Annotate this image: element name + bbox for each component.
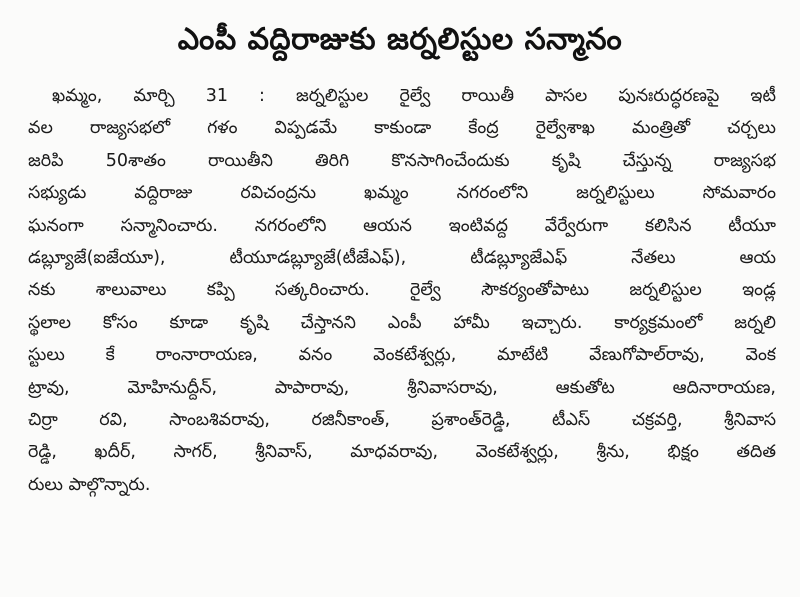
- article-line: వల రాజ్యసభలో గళం విప్పడమే కాకుండా కేంద్ర రైల్వేశాఖ మంత్రితో చర్చలు: [28, 118, 776, 139]
- article-line: స్టులు కే రాంనారాయణ, వనం వెంకటేశ్వర్లు, మాటేటి వేణుగోపాల్‌రావు, వెంక: [28, 345, 776, 366]
- article-body: [28, 80, 776, 501]
- article-line: నకు శాలువాలు కప్పి సత్కరించారు. రైల్వే సౌకర్యంతోపాటు జర్నలిస్టుల ఇండ్ల: [28, 280, 776, 301]
- article-line: జరిపి 50శాతం రాయితీని తిరిగి కొనసాగించేందుకు కృషి చేస్తున్న రాజ్యసభ: [28, 150, 776, 171]
- article-line: డబ్ల్యూజే(ఐజేయూ), టీయూడబ్ల్యూజే(టీజేఎఫ్), టీడబ్ల్యూజేఎఫ్ నేతలు ఆయ: [28, 247, 776, 268]
- headline: ఎంపీ వద్దిరాజుకు జర్నలిస్టుల సన్మానం: [177, 22, 623, 57]
- article-line: చిర్రా రవి, సాంబశివరావు, రజినీకాంత్, ప్రశాంత్‌రెడ్డి, టీఎస్ చక్రవర్తి, శ్రీనివాస: [28, 409, 776, 430]
- article-line: రెడ్డి, ఖదీర్, సాగర్, శ్రీనివాస్, మాధవరావు, వెంకటేశ్వర్లు, శ్రీను, భిక్షం తదిత: [28, 442, 776, 463]
- article-line: ఘనంగా సన్మానించారు. నగరంలోని ఆయన ఇంటివద్ద వేర్వేరుగా కలిసిన టీయూ: [28, 215, 776, 236]
- article-line: సభ్యుడు వద్దిరాజు రవిచంద్రను ఖమ్మం నగరంలోని జర్నలిస్టులు సోమవారం: [28, 183, 776, 204]
- article-line: రులు పాల్గొన్నారు.: [28, 474, 151, 495]
- article-line: స్థలాల కోసం కూడా కృషి చేస్తానని ఎంపీ హామీ ఇచ్చారు. కార్యక్రమంలో జర్నలి: [28, 312, 776, 333]
- article-line: ట్రావు, మోహినుద్దీన్, పాపారావు, శ్రీనివాసరావు, ఆకుతోట ఆదినారాయణ,: [28, 377, 776, 398]
- article-line: ఖమ్మం, మార్చి 31 : జర్నలిస్టుల రైల్వే రాయితీ పాసల పునఃరుద్ధరణపై ఇటీ: [52, 86, 776, 106]
